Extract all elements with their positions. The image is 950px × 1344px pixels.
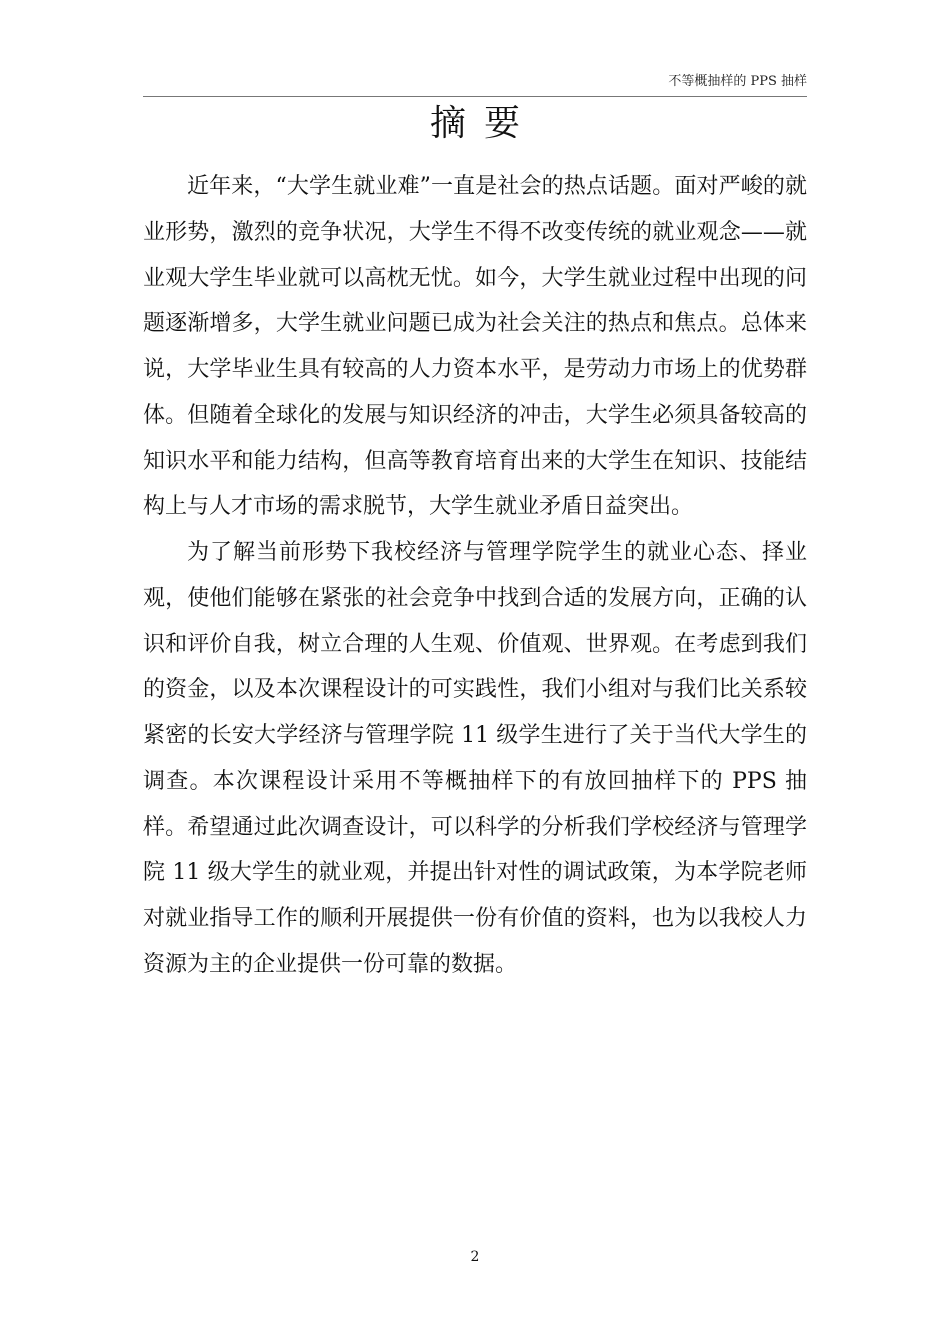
- abstract-title: 摘要: [429, 103, 538, 144]
- header-divider: [143, 96, 807, 97]
- abstract-paragraph-2: 为了解当前形势下我校经济与管理学院学生的就业心态、择业观，使他们能够在紧张的社会竞争中找到合适的发展方向，正确的认识和评价自我，树立合理的人生观、价值观、世界观。在考虑到我们的资金，以及本次课程设计的可实践性，我们小组对与我们比关系较紧密的长安大学经济与管理学院 11 级学生进行了关于当代大学生的调查。本次课程设计采用不等概抽样下的有放回抽样下的 PPS 抽样。希望通过此次调查设计，可以科学的分析我们学校经济与管理学院 11 级大学生的就业观，并提出针对性的调试政策，为本学院老师对就业指导工作的顺利开展提供一份有价值的资料，也为以我校人力资源为主的企业提供一份可靠的数据。: [143, 540, 807, 977]
- running-header: 不等概抽样的 PPS 抽样: [668, 74, 807, 89]
- abstract-paragraph-1: 近年来，“大学生就业难”一直是社会的热点话题。面对严峻的就业形势，激烈的竞争状况，大学生不得不改变传统的就业观念——就业观大学生毕业就可以高枕无忧。如今，大学生就业过程中出现的问题逐渐增多，大学生就业问题已成为社会关注的热点和焦点。总体来说，大学毕业生具有较高的人力资本水平，是劳动力市场上的优势群体。但随着全球化的发展与知识经济的冲击，大学生必须具备较高的知识水平和能力结构，但高等教育培育出来的大学生在知识、技能结构上与人才市场的需求脱节，大学生就业矛盾日益突出。: [143, 174, 807, 520]
- page-number: 2: [470, 1249, 480, 1265]
- abstract-body: [143, 164, 807, 988]
